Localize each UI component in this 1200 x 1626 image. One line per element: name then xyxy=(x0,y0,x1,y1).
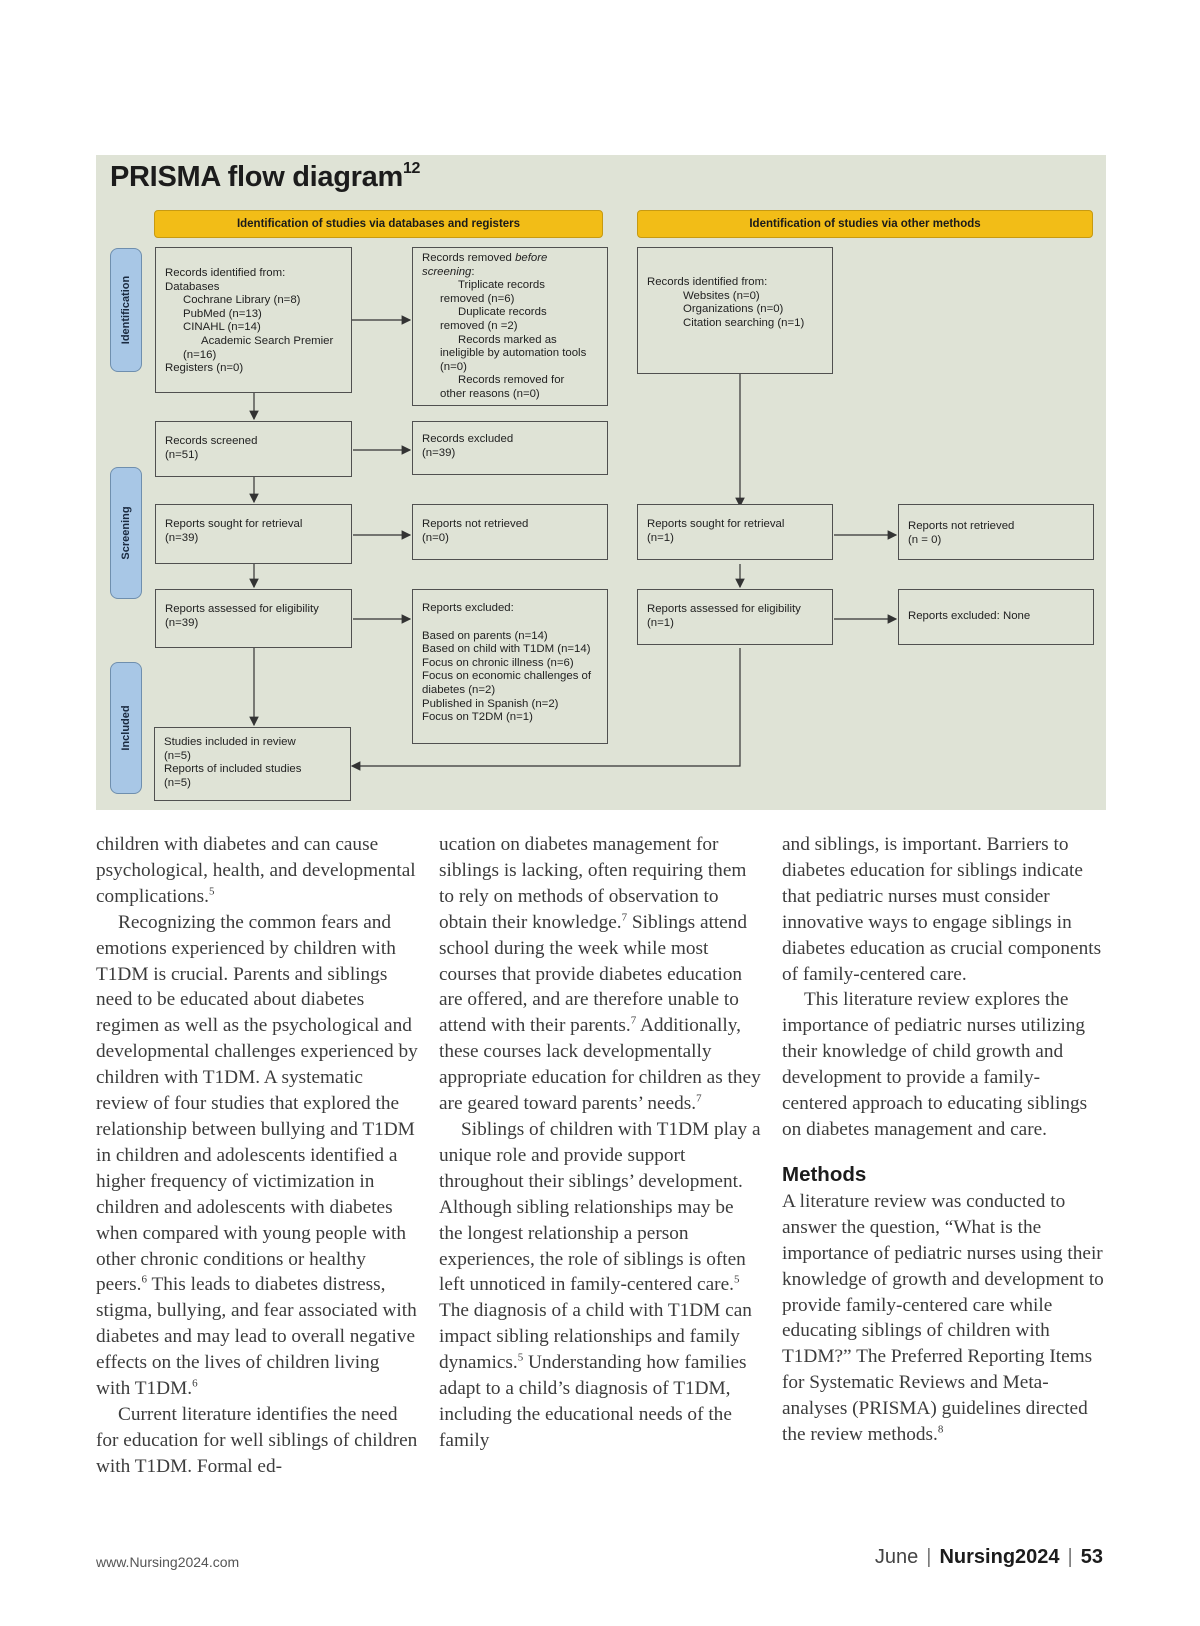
paragraph: and siblings, is important. Barriers to diabetes education for siblings indicate that pediatric nurses must consider innovative ways to engage siblings in diabetes education as crucial components of family-centered care. xyxy=(782,834,1102,985)
phase-screening: Screening xyxy=(110,467,142,599)
banner-other-methods: Identification of studies via other methods xyxy=(637,210,1093,238)
phase-identification: Identification xyxy=(110,248,142,372)
box-other-reports-assessed: Reports assessed for eligibility (n=1) xyxy=(637,589,833,645)
footer-url: www.Nursing2024.com xyxy=(96,1554,240,1570)
paragraph: A literature review was conducted to answer the question, “What is the importance of pediatric nurses using their knowledge of growth and development to provide family-centered care while educating siblings of children with T1DM?” The Preferred Reporting Items for Systematic Reviews and Meta-analyses (PRISMA) guidelines directed the review methods.$^8$ xyxy=(782,1190,1104,1446)
section-heading-methods: Methods xyxy=(782,1162,867,1186)
box-records-excluded: Records excluded (n=39) xyxy=(412,421,608,475)
paragraph: Siblings of children with T1DM play a unique role and provide support throughout their siblings’ development. Although sibling relationships may be the longest relationship a person experiences, the role of siblings is often left unnoticed in family-centered care.$^5$ The diagnosis of a child with T1DM can impact sibling relationships and family dynamics.$^5$ Understanding how families adapt to a child’s diagnosis of T1DM, including the educational needs of the family xyxy=(439,1118,761,1451)
footer-folio: June | Nursing2024 | 53 xyxy=(874,1546,1103,1568)
paragraph: Current literature identifies the need for education for well siblings of children with T1DM. Formal ed- xyxy=(96,1403,418,1477)
box-records-removed: Records removed before screening: Triplicate records removed (n=6) Duplicate records removed (n =2) Records marked as ineligible by automation tools (n=0) Records removed for other reasons (n=0) xyxy=(412,247,608,406)
box-other-records-identified: Records identified from: Websites (n=0) Organizations (n=0) Citation searching (n=1) xyxy=(637,247,833,374)
banner-databases: Identification of studies via databases and registers xyxy=(154,210,603,238)
prisma-figure xyxy=(96,155,1106,810)
box-other-reports-sought: Reports sought for retrieval (n=1) xyxy=(637,504,833,560)
figure-title: PRISMA flow diagram$^{12}$ xyxy=(110,160,421,193)
paragraph: This literature review explores the importance of pediatric nurses utilizing their knowledge of child growth and development to provide a family-centered approach to educating siblings on diabetes management and care. xyxy=(782,989,1088,1140)
body-column-2 xyxy=(439,832,761,1454)
box-reports-sought: Reports sought for retrieval (n=39) xyxy=(155,504,352,564)
paragraph: ucation on diabetes management for siblings is lacking, often requiring them to rely on methods of observation to obtain their knowledge.$^7$ Siblings attend school during the week while most courses that provide diabetes education are offered, and are therefore unable to attend with their parents.$^7$ Additionally, these courses lack developmentally appropriate education for children as they are geared toward parents’ needs.$^7$ xyxy=(439,834,761,1115)
box-other-reports-not-retrieved: Reports not retrieved (n = 0) xyxy=(898,504,1094,560)
box-reports-excluded: Reports excluded: Based on parents (n=14) Based on child with T1DM (n=14) Focus on chronic illness (n=6) Focus on economic challenges of diabetes (n=2) Published in Spanish (n=2) Focus on T2DM (n=1) xyxy=(412,589,608,744)
box-studies-included: Studies included in review (n=5) Reports of included studies (n=5) xyxy=(154,727,351,801)
box-records-screened: Records screened (n=51) xyxy=(155,421,352,477)
body-column-1 xyxy=(96,832,418,1480)
phase-included: Included xyxy=(110,662,142,794)
paragraph: Recognizing the common fears and emotions experienced by children with T1DM is crucial. Parents and siblings need to be educated about diabetes regimen as well as the psychological and developmental challenges experienced by children with T1DM. A systematic review of four studies that explored the relationship between bullying and T1DM in children and adolescents identified a higher frequency of victimization in children and adolescents with diabetes when compared with young people with other chronic conditions or healthy peers.$^6$ This leads to diabetes distress, stigma, bullying, and fear associated with diabetes and may lead to overall negative effects on the lives of children living with T1DM.$^6$ xyxy=(96,911,418,1400)
box-reports-not-retrieved: Reports not retrieved (n=0) xyxy=(412,504,608,560)
paragraph: children with diabetes and can cause psychological, health, and developmental complications.$^5$ xyxy=(96,834,416,907)
box-reports-assessed: Reports assessed for eligibility (n=39) xyxy=(155,589,352,648)
box-records-identified: Records identified from: Databases Cochrane Library (n=8) PubMed (n=13) CINAHL (n=14) Academic Search Premier (n=16) Registers (n=0) xyxy=(155,247,352,393)
body-column-3 xyxy=(782,832,1104,1448)
box-other-reports-excluded: Reports excluded: None xyxy=(898,589,1094,645)
